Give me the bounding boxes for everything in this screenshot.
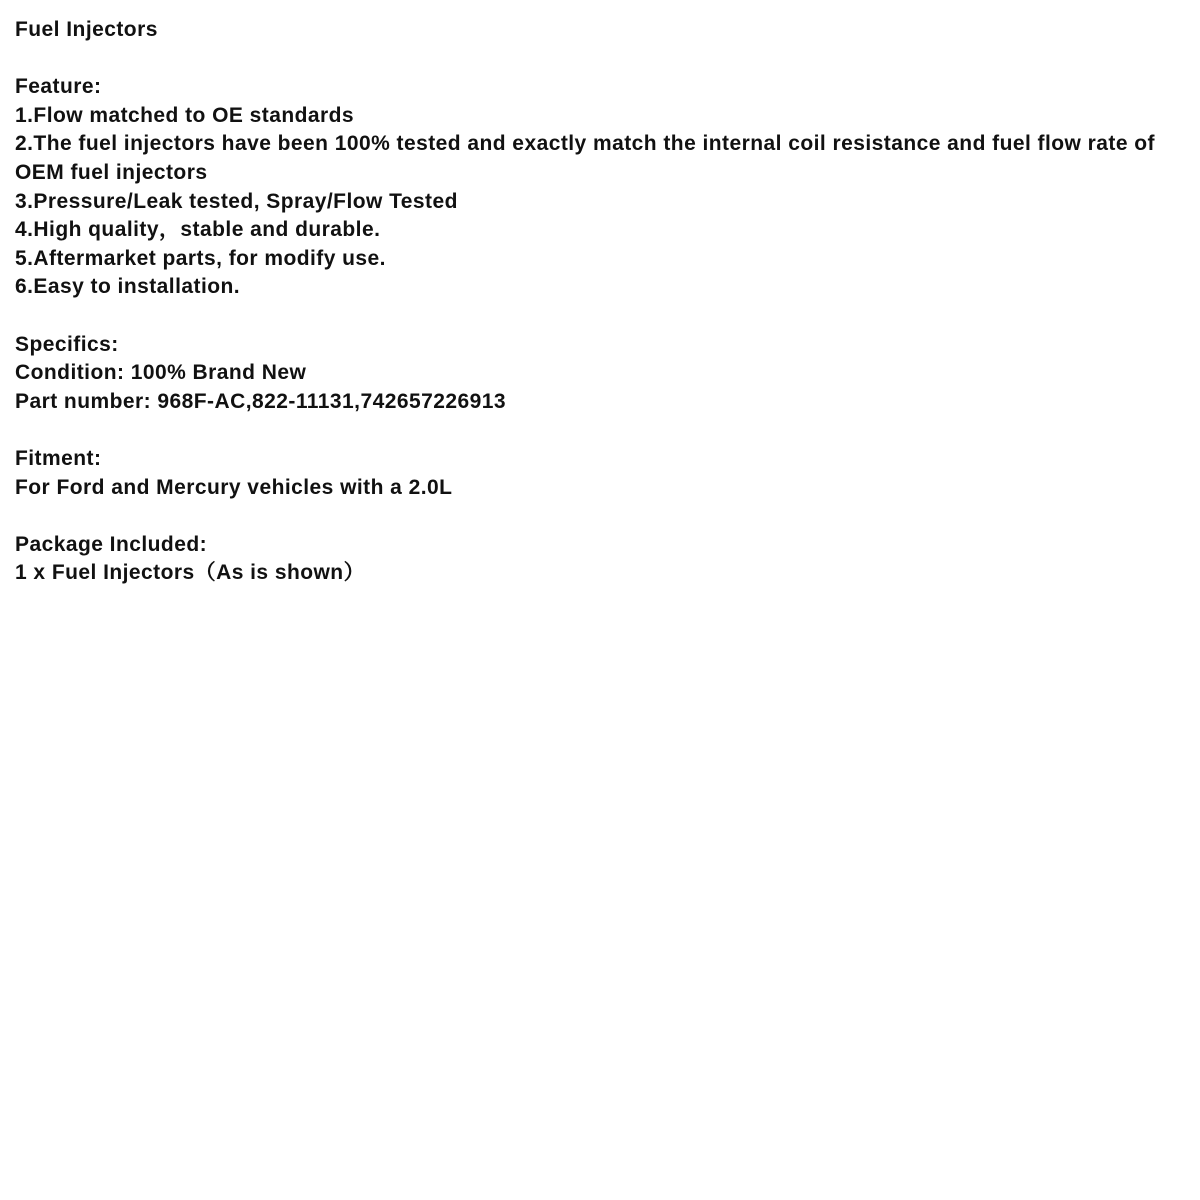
feature-item-2: 2.The fuel injectors have been 100% tested and exactly match the internal coil resistance and fuel flow rate of OEM fuel injectors xyxy=(15,132,1162,184)
spacer xyxy=(15,416,1185,445)
fitment-heading: Fitment: xyxy=(15,446,102,470)
product-title: Fuel Injectors xyxy=(15,18,158,41)
specifics-heading: Specifics: xyxy=(15,332,119,356)
fitment-text: For Ford and Mercury vehicles with a 2.0L xyxy=(15,475,453,499)
spacer xyxy=(15,302,1185,331)
condition-text: Condition: 100% Brand New xyxy=(15,361,307,385)
feature-item-4: 4.High quality，stable and durable. xyxy=(15,218,381,242)
package-text: 1 x Fuel Injectors（As is shown） xyxy=(15,561,366,585)
part-number-text: Part number: 968F-AC,822-11131,742657226913 xyxy=(15,389,506,413)
product-description xyxy=(15,16,1185,588)
feature-item-6: 6.Easy to installation. xyxy=(15,275,241,299)
feature-item-1: 1.Flow matched to OE standards xyxy=(15,103,355,127)
spacer xyxy=(15,45,1185,74)
feature-item-5: 5.Aftermarket parts, for modify use. xyxy=(15,246,386,270)
package-heading: Package Included: xyxy=(15,532,208,556)
feature-heading: Feature: xyxy=(15,75,102,99)
feature-item-3: 3.Pressure/Leak tested, Spray/Flow Tested xyxy=(15,189,458,213)
spacer xyxy=(15,502,1185,531)
